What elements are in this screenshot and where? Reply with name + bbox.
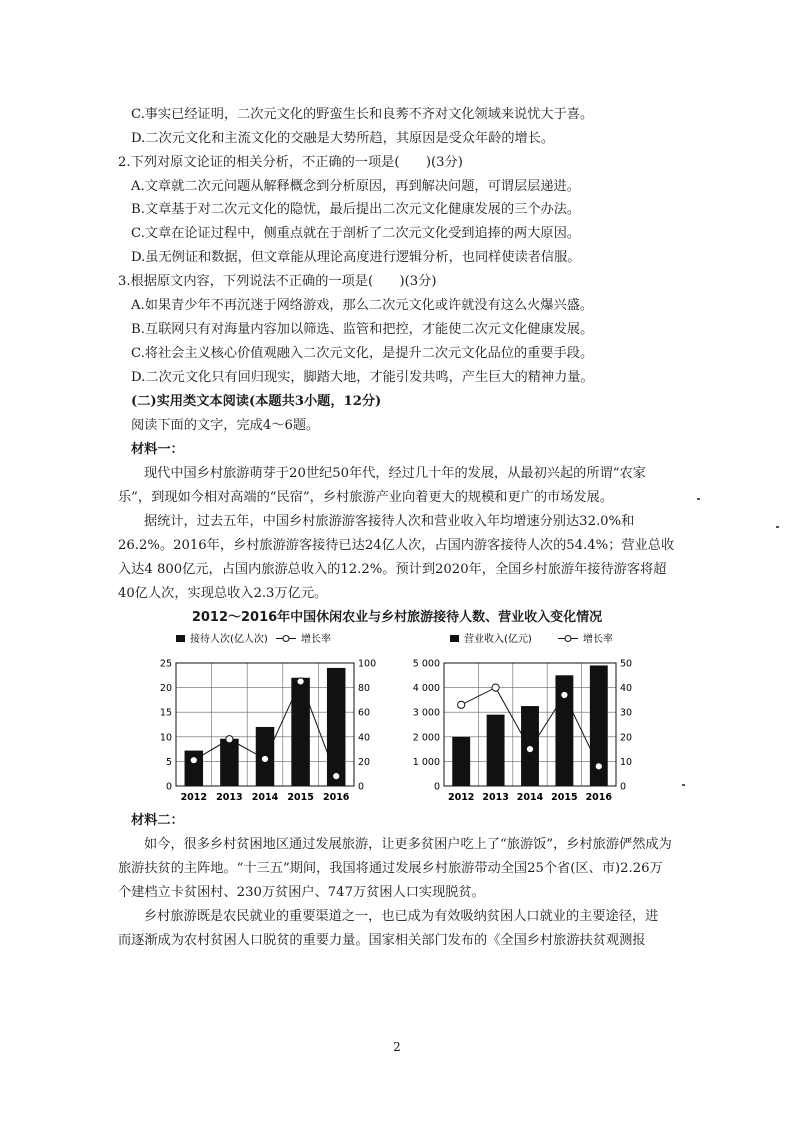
y2-tick-label: 80 <box>358 683 371 695</box>
growth-point <box>526 746 533 753</box>
paragraph-line: 乐”，到现如今相对高端的“民宿”，乡村旅游产业向着更大的规模和更广的市场发展。 <box>118 490 613 505</box>
question-3: 3.根据原文内容，下列说法不正确的一项是( )(3分) <box>118 274 437 289</box>
paragraph-line: 而逐渐成为农村贫困人口脱贫的重要力量。国家相关部门发布的《全国乡村旅游扶贫观测报 <box>118 933 646 948</box>
scan-speck <box>776 526 779 528</box>
y2-tick-label: 40 <box>620 683 633 695</box>
material-1-label: 材料一： <box>131 442 184 457</box>
growth-point <box>561 691 568 698</box>
material-2-label: 材料二： <box>131 813 184 828</box>
y-tick-label: 10 <box>159 732 172 744</box>
growth-point <box>333 773 340 780</box>
x-tick-label: 2015 <box>287 792 314 803</box>
growth-point <box>226 736 233 743</box>
y2-tick-label: 20 <box>358 756 371 768</box>
y2-tick-label: 40 <box>358 732 371 744</box>
y-tick-label: 4 000 <box>412 683 440 695</box>
legend-marker <box>565 636 571 642</box>
question-2: 2.下列对原文论证的相关分析，不正确的一项是( )(3分) <box>118 155 463 170</box>
y-tick-label: 5 000 <box>412 658 440 670</box>
paragraph-line: 个建档立卡贫困村、230万贫困户、747万贫困人口实现脱贫。 <box>118 885 485 900</box>
paragraph-line: 乡村旅游既是农民就业的重要渠道之一，也已成为有效吸纳贫困人口就业的主要途径，进 <box>144 909 659 924</box>
x-tick-label: 2016 <box>585 792 613 803</box>
growth-point <box>261 755 268 762</box>
option-3b: B.互联网只有对海量内容加以筛选、监管和把控，才能使二次元文化健康发展。 <box>131 322 594 337</box>
bar <box>452 737 470 786</box>
option-2b: B.文章基于对二次元文化的隐忧，最后提出二次元文化健康发展的三个办法。 <box>131 202 581 217</box>
growth-point <box>190 757 197 764</box>
paragraph-line: 据统计，过去五年，中国乡村旅游游客接待人次和营业收入年均增速分别达32.0%和 <box>144 514 635 529</box>
option-1c: C.事实已经证明，二次元文化的野蛮生长和良莠不齐对文化领域来说忧大于喜。 <box>131 107 594 122</box>
y2-tick-label: 100 <box>358 658 377 670</box>
bar <box>220 739 239 786</box>
legend-bar-swatch <box>176 635 185 642</box>
paragraph-line: 现代中国乡村旅游萌芽于20世纪50年代，经过几十年的发展，从最初兴起的所谓“农家 <box>144 466 646 481</box>
x-tick-label: 2012 <box>180 792 208 803</box>
option-1d: D.二次元文化和主流文化的交融是大势所趋，其原因是受众年龄的增长。 <box>131 131 555 146</box>
y-tick-label: 0 <box>433 781 440 793</box>
bar <box>487 715 505 786</box>
visitors-chart <box>140 628 400 808</box>
option-2a: A.文章就二次元问题从解释概念到分析原因，再到解决问题，可谓层层递进。 <box>131 179 580 194</box>
growth-point <box>297 678 304 685</box>
x-tick-label: 2014 <box>251 792 279 803</box>
bar <box>291 678 310 786</box>
scan-speck <box>697 498 700 500</box>
instruction: 阅读下面的文字，完成4～6题。 <box>131 418 320 433</box>
option-3a: A.如果青少年不再沉迷于网络游戏，那么二次元文化或许就没有这么火爆兴盛。 <box>131 298 594 313</box>
paragraph-line: 40亿人次，实现总收入2.3万亿元。 <box>118 586 328 601</box>
y-tick-label: 1 000 <box>412 756 440 768</box>
legend-marker <box>283 636 289 642</box>
option-3c: C.将社会主义核心价值观融入二次元文化，是提升二次元文化品位的重要手段。 <box>131 346 594 361</box>
legend-label: 接待人次(亿人次) <box>190 634 268 645</box>
x-tick-label: 2014 <box>516 792 544 803</box>
y-tick-label: 2 000 <box>412 732 440 744</box>
y-tick-label: 15 <box>159 707 172 719</box>
y2-tick-label: 20 <box>620 732 633 744</box>
y-tick-label: 20 <box>159 683 172 695</box>
x-tick-label: 2015 <box>551 792 578 803</box>
y-tick-label: 25 <box>159 658 172 670</box>
y2-tick-label: 0 <box>358 781 365 793</box>
paragraph-line: 入达4 800亿元，占国内旅游总收入的12.2%。预计到2020年，全国乡村旅游年接待游客将超 <box>118 562 667 577</box>
y2-tick-label: 30 <box>620 707 633 719</box>
y2-tick-label: 10 <box>620 756 633 768</box>
paragraph-line: 旅游扶贫的主阵地。“十三五”期间，我国将通过发展乡村旅游带动全国25个省(区、市)2.26万 <box>118 861 663 876</box>
y-tick-label: 3 000 <box>412 707 440 719</box>
y2-tick-label: 60 <box>358 707 371 719</box>
option-2d: D.虽无例证和数据，但文章能从理论高度进行逻辑分析，也同样使读者信服。 <box>131 250 581 265</box>
option-2c: C.文章在论证过程中，侧重点就在于剖析了二次元文化受到追捧的两大原因。 <box>131 226 580 241</box>
x-tick-label: 2016 <box>322 792 350 803</box>
y2-tick-label: 0 <box>620 781 627 793</box>
x-tick-label: 2013 <box>216 792 243 803</box>
legend-label: 增长率 <box>583 634 613 645</box>
bar <box>327 668 346 786</box>
legend-bar-swatch <box>450 635 459 642</box>
growth-point <box>492 684 499 691</box>
page-number: 2 <box>393 1040 401 1054</box>
growth-point <box>458 701 465 708</box>
growth-point <box>595 763 602 770</box>
y-tick-label: 5 <box>165 756 172 768</box>
paragraph-line: 如今，很多乡村贫困地区通过发展旅游，让更多贫困户吃上了“旅游饭”，乡村旅游俨然成为 <box>144 837 672 852</box>
legend-label: 营业收入(亿元) <box>464 634 532 645</box>
scan-speck <box>682 784 685 786</box>
legend-label: 增长率 <box>301 634 331 645</box>
option-3d: D.二次元文化只有回归现实，脚踏大地，才能引发共鸣，产生巨大的精神力量。 <box>131 370 594 385</box>
section-heading: (二)实用类文本阅读(本题共3小题，12分) <box>131 394 382 409</box>
x-tick-label: 2013 <box>482 792 509 803</box>
revenue-chart <box>400 628 670 808</box>
y2-tick-label: 50 <box>620 658 633 670</box>
paragraph-line: 26.2%。2016年，乡村旅游游客接待已达24亿人次，占国内游客接待人次的54.4%；营业总收 <box>118 538 675 553</box>
x-tick-label: 2012 <box>447 792 475 803</box>
chart-title: 2012～2016年中国休闲农业与乡村旅游接待人数、营业收入变化情况 <box>191 610 603 625</box>
y-tick-label: 0 <box>165 781 172 793</box>
